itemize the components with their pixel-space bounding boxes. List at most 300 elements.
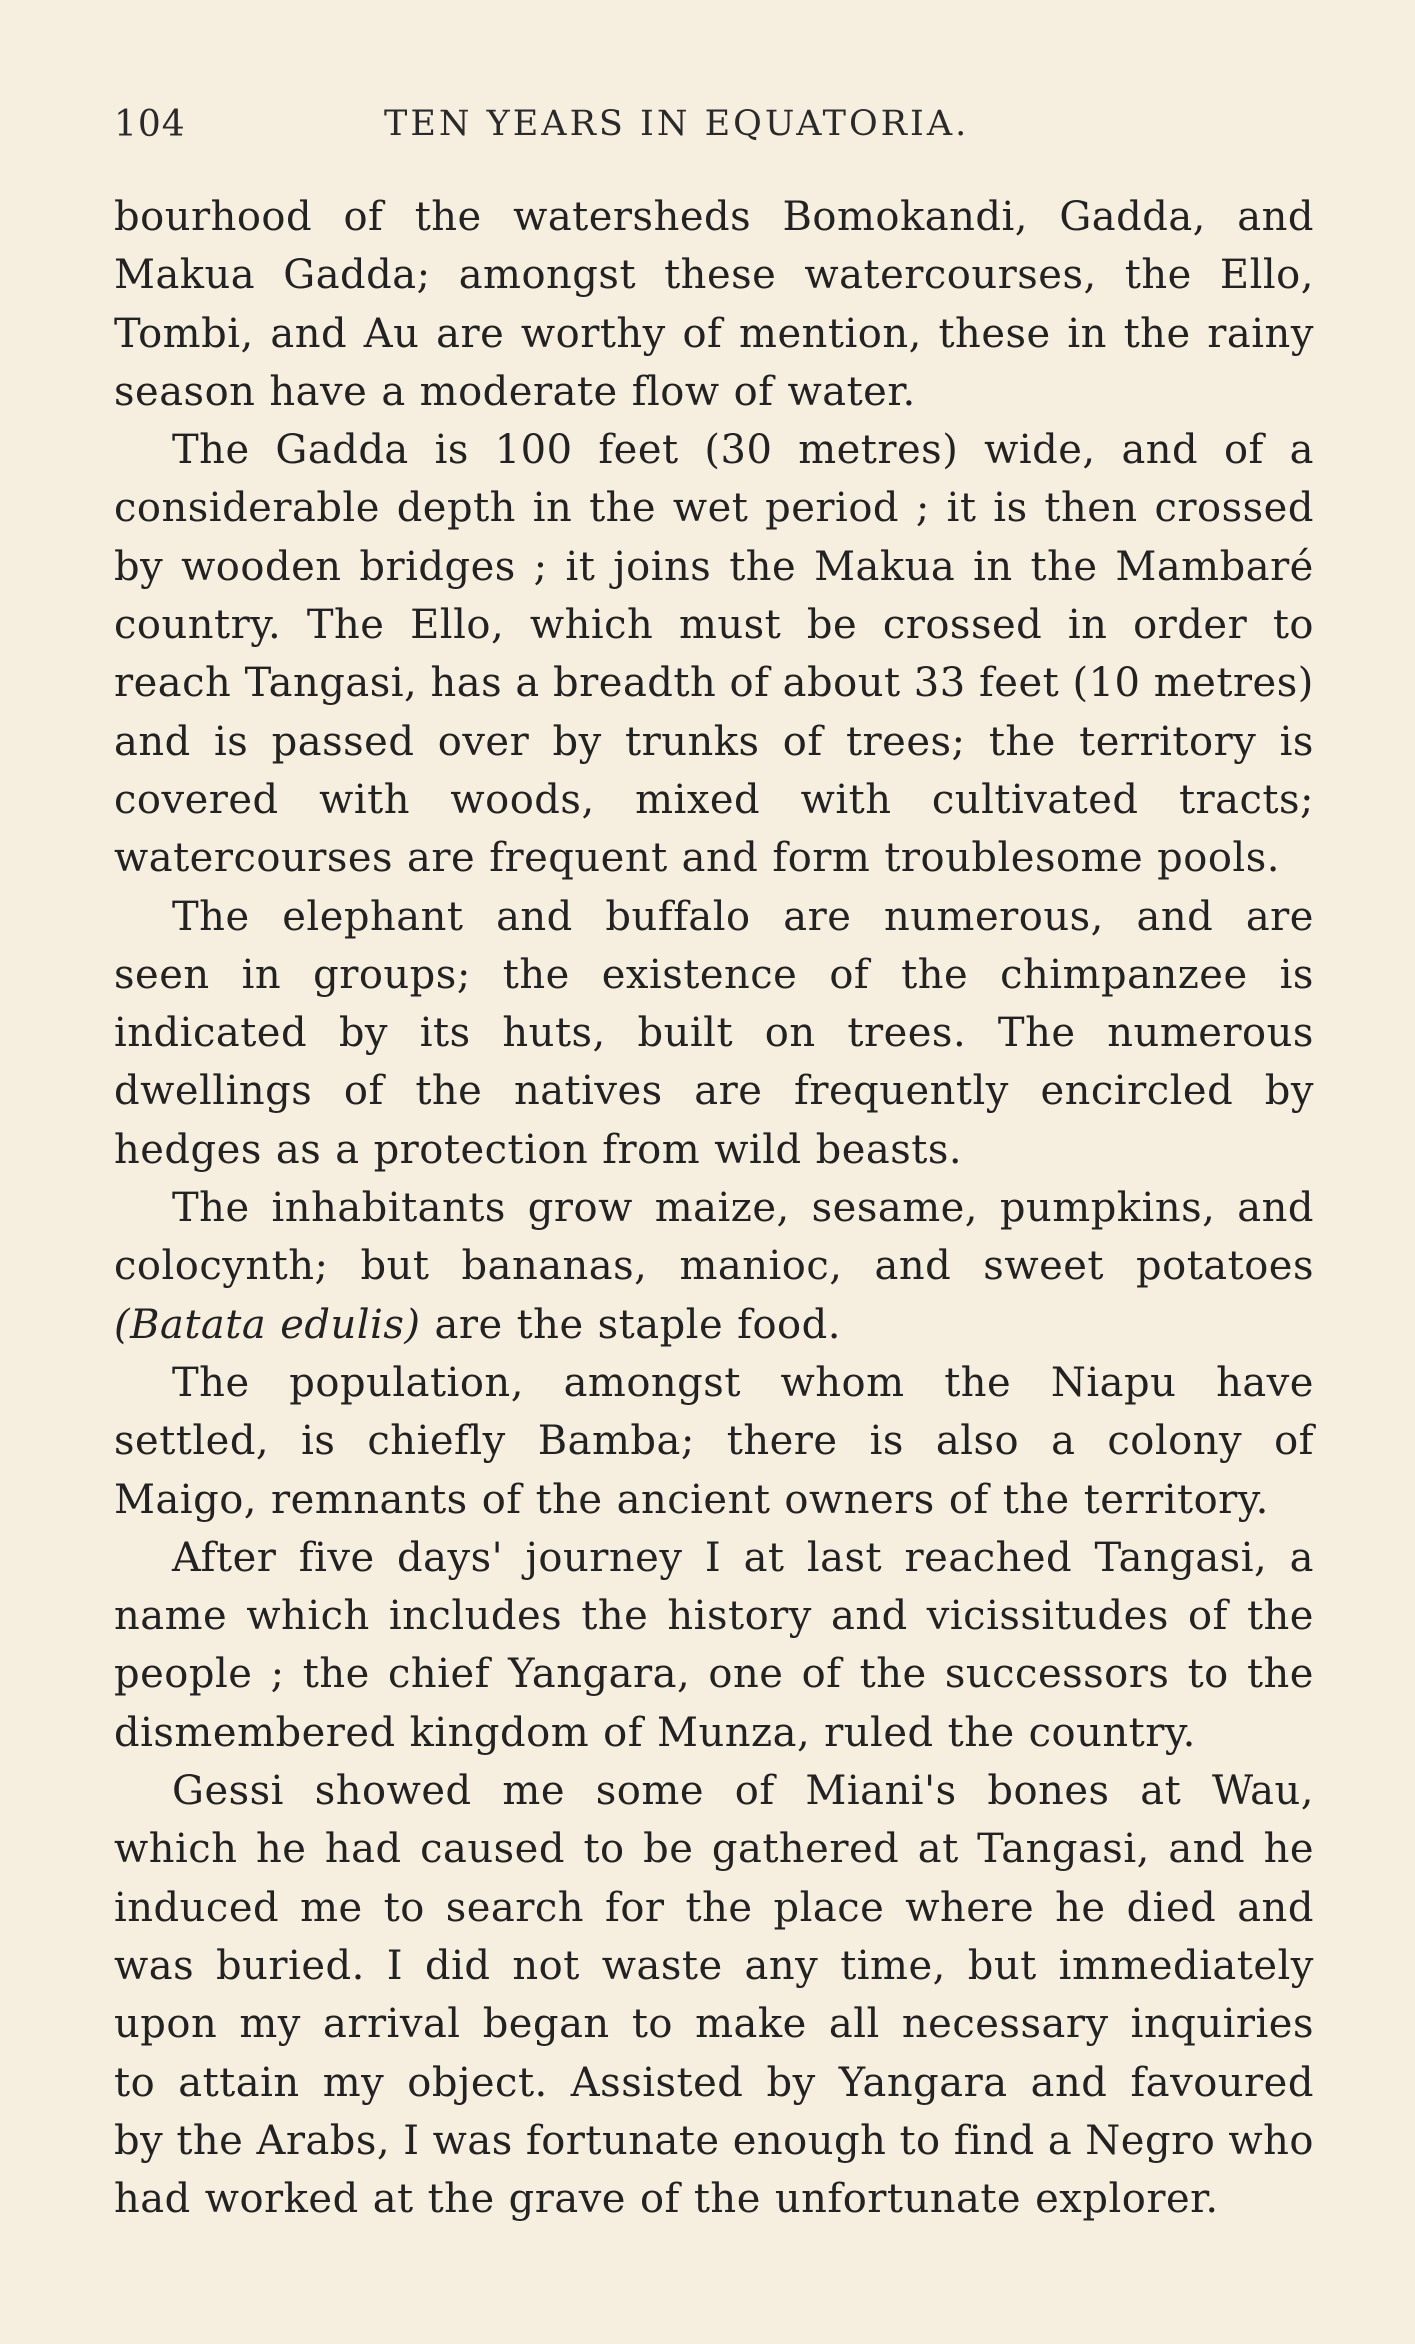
word: the xyxy=(1002,1476,1070,1523)
word: are xyxy=(434,1301,503,1348)
word: metres) xyxy=(798,427,959,474)
word: necessary xyxy=(901,2001,1109,2048)
word: object. xyxy=(407,2059,548,2106)
text-line xyxy=(114,1179,1314,1237)
word: the xyxy=(1030,543,1098,590)
word: at xyxy=(743,1534,785,1581)
word: inquiries xyxy=(1130,2001,1314,2048)
word: of xyxy=(343,194,384,240)
word: the xyxy=(947,1709,1015,1756)
word: buffalo xyxy=(605,893,751,940)
word: of xyxy=(729,660,770,707)
word: trunks xyxy=(625,718,760,765)
word: country. xyxy=(1028,1709,1196,1756)
word: chimpanzee xyxy=(1000,951,1248,998)
word: are xyxy=(407,835,476,882)
word: feet xyxy=(978,660,1060,707)
word: in xyxy=(1067,602,1108,649)
word: includes xyxy=(388,1593,563,1640)
word: metres) xyxy=(1153,660,1314,707)
word: is xyxy=(1279,951,1314,998)
word: wet xyxy=(672,485,749,532)
word: Mambaré xyxy=(1115,543,1314,590)
word: season xyxy=(114,368,256,415)
word: the xyxy=(502,951,570,998)
word: then xyxy=(1044,485,1138,532)
word: tracts; xyxy=(1178,776,1314,823)
word: watersheds xyxy=(513,194,752,240)
word: wide, xyxy=(984,427,1096,474)
text-line xyxy=(114,1937,1314,1995)
word: Assisted xyxy=(570,2059,744,2106)
word: the xyxy=(859,1651,927,1698)
word: 100 xyxy=(494,427,573,474)
text-line xyxy=(114,1062,1314,1120)
word: Yangara, xyxy=(508,1651,691,1698)
word: last xyxy=(806,1534,883,1581)
word: by xyxy=(338,1010,389,1057)
word: by xyxy=(114,543,164,590)
text-line xyxy=(114,1354,1314,1412)
word: showed xyxy=(314,1768,472,1815)
text-line xyxy=(114,771,1314,829)
word: pumpkins, xyxy=(999,1185,1216,1232)
text-line xyxy=(114,1645,1314,1703)
word: potatoes xyxy=(1136,1243,1314,1290)
word: on xyxy=(764,1010,816,1057)
word: and xyxy=(114,718,191,765)
word: territory. xyxy=(1083,1476,1269,1523)
word: he xyxy=(1263,1826,1314,1873)
word: he xyxy=(255,1826,307,1873)
word: place xyxy=(773,1884,885,1931)
word: Miani's xyxy=(805,1768,957,1815)
word: population, xyxy=(289,1359,524,1406)
word: the xyxy=(988,718,1056,765)
word: joins xyxy=(613,543,712,590)
word: grow xyxy=(527,1185,633,1232)
word: 33 xyxy=(913,660,966,707)
word: fortunate xyxy=(525,2117,720,2164)
word: in xyxy=(973,543,1013,590)
word: and xyxy=(1168,1826,1246,1873)
word: the xyxy=(1124,252,1192,299)
word: dwellings xyxy=(114,1068,313,1115)
word: encircled xyxy=(1040,1068,1234,1115)
word: began xyxy=(482,2001,610,2048)
word: from xyxy=(602,1126,701,1173)
word: in xyxy=(1067,310,1107,357)
text-line xyxy=(114,1471,1314,1529)
word: of xyxy=(948,1476,989,1523)
word: the xyxy=(1246,1651,1314,1698)
word: the xyxy=(427,2176,495,2223)
word: caused xyxy=(420,1826,565,1873)
word: me xyxy=(502,1768,566,1815)
word: to xyxy=(114,2059,156,2106)
word: Negro xyxy=(1085,2117,1216,2164)
word: there xyxy=(726,1418,838,1465)
word: about xyxy=(782,660,901,707)
word: but xyxy=(360,1243,430,1290)
word: the xyxy=(516,1301,584,1348)
word: be xyxy=(643,1826,694,1873)
text-line xyxy=(114,188,1314,246)
word: time, xyxy=(840,1942,946,1989)
word: The xyxy=(172,893,250,940)
word: Tangasi, xyxy=(977,1826,1150,1873)
word: (30 xyxy=(704,427,773,474)
word: by xyxy=(766,2059,816,2106)
word: flow xyxy=(631,368,720,415)
word: which xyxy=(529,602,654,649)
text-line xyxy=(114,596,1314,654)
word: who xyxy=(1228,2117,1314,2164)
word: and xyxy=(1136,893,1214,940)
word: by xyxy=(552,718,602,765)
word: mixed xyxy=(635,776,761,823)
word: the xyxy=(415,1068,483,1115)
word: in xyxy=(241,951,282,998)
word: the xyxy=(581,1593,649,1640)
word: to xyxy=(383,1884,425,1931)
word: depth xyxy=(396,485,516,532)
page-header xyxy=(114,104,1314,164)
word: wooden xyxy=(181,543,342,590)
word: of xyxy=(603,1709,644,1756)
word: amongst xyxy=(563,1359,741,1406)
word: the xyxy=(1123,310,1191,357)
word: upon xyxy=(114,2001,218,2048)
word: is xyxy=(434,427,469,474)
word: was xyxy=(114,1942,195,1989)
word: in xyxy=(532,485,573,532)
word: search xyxy=(445,1884,585,1931)
word: attain xyxy=(178,2059,300,2106)
word: bones xyxy=(987,1768,1110,1815)
word: Yangara xyxy=(838,2059,1008,2106)
word: reached xyxy=(904,1534,1073,1581)
word: owners xyxy=(784,1476,935,1523)
word: Gadda; xyxy=(283,252,431,299)
word: (Batata xyxy=(114,1301,267,1348)
word: worked xyxy=(204,2176,359,2223)
word: did xyxy=(424,1942,491,1989)
word: mention, xyxy=(739,310,922,357)
word: of xyxy=(829,951,870,998)
word: wild xyxy=(714,1126,802,1173)
word: and xyxy=(830,1593,908,1640)
word: groups; xyxy=(313,951,471,998)
word: manioc, xyxy=(679,1243,843,1290)
word: bridges xyxy=(359,543,516,590)
word: are xyxy=(694,1068,763,1115)
word: these xyxy=(938,310,1051,357)
word: beasts. xyxy=(815,1126,963,1173)
text-line xyxy=(114,1704,1314,1762)
word: reach xyxy=(114,660,232,707)
word: breadth xyxy=(553,660,717,707)
word: Gessi xyxy=(172,1768,284,1815)
text-line xyxy=(114,246,1314,304)
word: five xyxy=(298,1534,375,1581)
word: The xyxy=(997,1010,1076,1057)
word: crossed xyxy=(882,602,1043,649)
word: and xyxy=(1030,2059,1108,2106)
word: ; xyxy=(915,485,930,532)
word: Ello, xyxy=(1219,252,1314,299)
word: The xyxy=(172,1359,250,1406)
word: numerous xyxy=(1107,1010,1314,1057)
body-text xyxy=(114,188,1314,2228)
word: to xyxy=(1187,1651,1229,1698)
word: any xyxy=(744,1942,819,1989)
word: settled, xyxy=(114,1418,270,1465)
text-line xyxy=(114,2112,1314,2170)
word: over xyxy=(437,718,530,765)
text-line xyxy=(114,1762,1314,1820)
word: and xyxy=(681,835,759,882)
word: grave xyxy=(508,2176,626,2223)
word: troublesome xyxy=(884,835,1144,882)
word: Au xyxy=(363,310,420,357)
word: watercourses xyxy=(114,835,394,882)
word: bananas, xyxy=(461,1243,648,1290)
word: at xyxy=(372,2176,414,2223)
text-line xyxy=(114,1296,1314,1354)
word: the xyxy=(729,543,797,590)
word: people xyxy=(114,1651,253,1698)
word: elephant xyxy=(282,893,464,940)
text-line xyxy=(114,1529,1314,1587)
word: edulis) xyxy=(280,1301,421,1348)
word: of xyxy=(733,368,774,415)
word: amongst xyxy=(458,252,637,299)
word: crossed xyxy=(1154,485,1314,532)
word: watercourses, xyxy=(804,252,1097,299)
word: me xyxy=(300,1884,363,1931)
running-title: TEN YEARS IN EQUATORIA. xyxy=(384,104,970,144)
word: kingdom xyxy=(409,1709,590,1756)
word: Niapu xyxy=(1050,1359,1177,1406)
word: chief xyxy=(388,1651,490,1698)
word: a xyxy=(515,660,540,707)
word: Bamba; xyxy=(537,1418,695,1465)
word: of xyxy=(343,1068,384,1115)
word: natives xyxy=(513,1068,663,1115)
text-line xyxy=(114,829,1314,887)
word: the xyxy=(535,1476,603,1523)
word: ruled xyxy=(824,1709,934,1756)
word: Tangasi, xyxy=(1094,1534,1268,1581)
text-line xyxy=(114,946,1314,1004)
word: has xyxy=(430,660,503,707)
word: Munza, xyxy=(657,1709,811,1756)
word: a xyxy=(1289,427,1314,474)
word: the xyxy=(414,194,482,240)
text-line xyxy=(114,421,1314,479)
word: staple xyxy=(597,1301,724,1348)
word: gathered xyxy=(711,1826,900,1873)
word: and xyxy=(1237,1884,1314,1931)
word: where xyxy=(905,1884,1035,1931)
word: to xyxy=(1272,602,1314,649)
word: its xyxy=(419,1010,471,1057)
word: with xyxy=(319,776,410,823)
text-line xyxy=(114,363,1314,421)
word: have xyxy=(269,368,368,415)
word: buried. xyxy=(216,1942,365,1989)
text-line xyxy=(114,1879,1314,1937)
text-line xyxy=(114,2170,1314,2228)
word: are xyxy=(1245,893,1314,940)
text-line xyxy=(114,1820,1314,1878)
text-line xyxy=(114,654,1314,712)
text-line xyxy=(114,479,1314,537)
word: to xyxy=(583,1826,625,1873)
word: he xyxy=(1055,1884,1106,1931)
word: favoured xyxy=(1130,2059,1314,2106)
text-line xyxy=(114,1121,1314,1179)
word: pools. xyxy=(1157,835,1280,882)
word: are xyxy=(783,893,852,940)
word: woods, xyxy=(450,776,595,823)
word: it xyxy=(565,543,596,590)
word: Gadda, xyxy=(1059,194,1206,240)
word: ancient xyxy=(616,1476,771,1523)
word: territory xyxy=(1079,718,1257,765)
word: as xyxy=(275,1126,322,1173)
word: induced xyxy=(114,1884,280,1931)
word: trees. xyxy=(847,1010,967,1057)
word: The xyxy=(172,427,250,474)
word: Tombi, xyxy=(114,310,254,357)
word: not xyxy=(512,1942,580,1989)
word: the xyxy=(589,485,657,532)
word: the xyxy=(901,951,969,998)
word: of xyxy=(1187,1593,1228,1640)
text-line xyxy=(114,1237,1314,1295)
word: sweet xyxy=(983,1243,1104,1290)
word: is xyxy=(869,1418,904,1465)
word: make xyxy=(695,2001,807,2048)
text-line xyxy=(114,1995,1314,2053)
text-line xyxy=(114,1004,1314,1062)
word: inhabitants xyxy=(271,1185,506,1232)
text-line xyxy=(114,713,1314,771)
word: a xyxy=(381,368,406,415)
text-line xyxy=(114,2054,1314,2112)
word: one xyxy=(708,1651,784,1698)
word: by xyxy=(1264,1068,1314,1115)
word: considerable xyxy=(114,485,380,532)
word: huts, xyxy=(502,1010,606,1057)
word: a xyxy=(1289,1534,1314,1581)
word: Ello, xyxy=(410,602,505,649)
word: of xyxy=(1223,427,1264,474)
word: Makua xyxy=(814,543,956,590)
word: Arabs, xyxy=(256,2117,391,2164)
word: seen xyxy=(114,951,210,998)
word: frequent xyxy=(489,835,668,882)
text-line xyxy=(114,538,1314,596)
word: chiefly xyxy=(367,1418,506,1465)
word: have xyxy=(1216,1359,1314,1406)
word: are xyxy=(436,310,505,357)
word: had xyxy=(114,2176,191,2223)
word: which xyxy=(114,1826,238,1873)
word: unfortunate xyxy=(774,2176,1022,2223)
word: water. xyxy=(787,368,916,415)
word: ; xyxy=(533,543,548,590)
word: it xyxy=(946,485,977,532)
word: bourhood xyxy=(114,194,313,240)
word: ; xyxy=(270,1651,285,1698)
word: cultivated xyxy=(931,776,1139,823)
word: journey xyxy=(525,1534,683,1581)
word: moderate xyxy=(419,368,618,415)
word: numerous, xyxy=(884,893,1104,940)
word: Tangasi, xyxy=(244,660,418,707)
word: the xyxy=(176,2117,244,2164)
word: for xyxy=(605,1884,665,1931)
word: which xyxy=(246,1593,370,1640)
word: of xyxy=(734,1768,775,1815)
word: the xyxy=(302,1651,370,1698)
word: my xyxy=(239,2001,301,2048)
word: Bomokandi, xyxy=(782,194,1028,240)
word: also xyxy=(935,1418,1020,1465)
word: The xyxy=(172,1185,250,1232)
word: built xyxy=(637,1010,734,1057)
word: worthy xyxy=(520,310,666,357)
text-line xyxy=(114,305,1314,363)
word: and xyxy=(496,893,573,940)
word: vicissitudes xyxy=(926,1593,1169,1640)
word: passed xyxy=(271,718,415,765)
word: a xyxy=(1047,2117,1073,2164)
word: my xyxy=(322,2059,385,2106)
word: country. xyxy=(114,602,282,649)
word: sesame, xyxy=(811,1185,979,1232)
word: explorer. xyxy=(1035,2176,1219,2223)
word: enough xyxy=(732,2117,887,2164)
word: by xyxy=(114,2117,164,2164)
word: waste xyxy=(601,1942,723,1989)
text-line xyxy=(114,1412,1314,1470)
word: to xyxy=(631,2001,673,2048)
word: of xyxy=(782,718,823,765)
word: and xyxy=(1237,1185,1314,1232)
word: the xyxy=(944,1359,1012,1406)
word: feet xyxy=(598,427,679,474)
word: After xyxy=(172,1534,277,1581)
word: name xyxy=(114,1593,228,1640)
word: these xyxy=(664,252,777,299)
word: all xyxy=(828,2001,880,2048)
word: and xyxy=(874,1243,952,1290)
word: a xyxy=(335,1126,360,1173)
word: days' xyxy=(397,1534,504,1581)
word: is xyxy=(301,1418,336,1465)
word: existence xyxy=(601,951,798,998)
word: of xyxy=(801,1651,842,1698)
word: was xyxy=(432,2117,513,2164)
word: successors xyxy=(944,1651,1170,1698)
word: of xyxy=(481,1476,522,1523)
word: I xyxy=(386,1942,404,1989)
word: and xyxy=(1237,194,1314,240)
